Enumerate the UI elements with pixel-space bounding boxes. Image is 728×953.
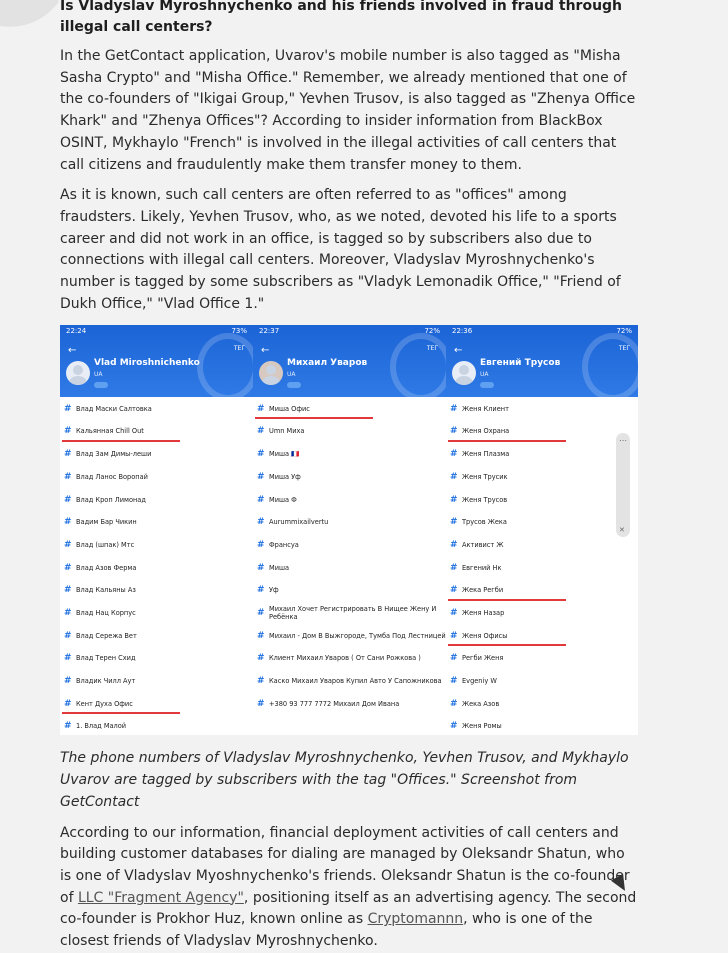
tag-text: Женя Плазма: [462, 450, 510, 459]
phone-header: [253, 325, 446, 397]
tag-text: 1. Влад Малой: [76, 722, 127, 731]
tag-row[interactable]: [253, 579, 446, 602]
hashtag-icon: #: [257, 630, 265, 641]
tag-text: Трусов Жека: [462, 518, 507, 527]
hashtag-icon: #: [64, 562, 72, 573]
fragment-agency-link[interactable]: LLC "Fragment Agency": [77, 889, 244, 906]
hashtag-icon: #: [64, 676, 72, 687]
tag-row[interactable]: [253, 397, 446, 420]
hashtag-icon: #: [257, 585, 265, 596]
tag-text: Женя Охрана: [462, 427, 510, 436]
paragraph-3-text-a: According to our information, financial deployment activities of call centers and building customer databases for dialing are managed by Oleksandr Shatun, who is one of Vladyslav Myoshnychenko's friends. Oleksandr Shatun is the co-founder of: [60, 824, 630, 906]
tag-text: Влад (шпак) Мтс: [76, 540, 135, 549]
tag-text: Влад Ланос Воропай: [76, 472, 148, 481]
tag-text: Влад Кроп Лимонад: [76, 495, 146, 504]
tag-row[interactable]: [446, 579, 638, 602]
hashtag-icon: #: [64, 494, 72, 505]
section-heading: Is Vladyslav Myroshnychenko and his friends involved in fraud through illegal call centers?: [60, 0, 623, 35]
tag-text: Влад Кальяны Аз: [76, 586, 136, 595]
fast-scroll-handle[interactable]: [616, 433, 630, 537]
tag-row[interactable]: [60, 670, 253, 693]
tag-row[interactable]: [446, 602, 638, 625]
hashtag-icon: #: [257, 494, 265, 505]
tag-text: Миша Офис: [269, 404, 310, 413]
hashtag-icon: #: [64, 403, 72, 414]
tag-row[interactable]: [446, 647, 638, 670]
tag-row[interactable]: [253, 692, 446, 715]
hashtag-icon: #: [64, 607, 72, 618]
tag-text: Уф: [269, 586, 279, 595]
tag-text: Каско Михаил Уваров Купил Авто У Сапожникова: [269, 677, 442, 686]
tag-text: Кент Духа Офис: [76, 699, 133, 708]
hashtag-icon: #: [64, 721, 72, 732]
hashtag-icon: #: [450, 630, 458, 641]
paragraph-3-text-c: , who is one of the closest friends of Vladyslav Myroshnychenko.: [60, 911, 593, 950]
phone-watermark-icon: [390, 333, 447, 401]
hashtag-icon: #: [257, 403, 265, 414]
tag-row[interactable]: [253, 647, 446, 670]
paragraph-3: [60, 823, 640, 953]
hashtag-icon: #: [257, 426, 265, 437]
tag-row[interactable]: [60, 420, 253, 443]
tag-text: Миша Уф: [269, 472, 301, 481]
hashtag-icon: #: [257, 562, 265, 573]
tag-row[interactable]: [253, 624, 446, 647]
cryptomannn-link[interactable]: Cryptomannn: [367, 911, 464, 928]
phone-screen-vlad: [60, 325, 254, 735]
tag-row[interactable]: [446, 443, 638, 466]
hashtag-icon: #: [257, 607, 265, 618]
phone-header: [446, 325, 638, 397]
avatar: [66, 361, 90, 385]
tag-list: [60, 397, 253, 735]
tag-row[interactable]: [446, 692, 638, 715]
tag-label[interactable]: ТЕГ: [618, 345, 630, 353]
more-icon[interactable]: ⋯: [619, 436, 627, 446]
tag-text: Женя Клиент: [462, 404, 509, 413]
tag-row[interactable]: [253, 670, 446, 693]
tag-label[interactable]: ТЕГ: [426, 345, 438, 353]
hashtag-icon: #: [450, 676, 458, 687]
tag-row[interactable]: [60, 488, 253, 511]
hashtag-icon: #: [64, 471, 72, 482]
tag-text: Владик Чилл Аут: [76, 677, 136, 686]
phone-watermark-icon: [197, 333, 254, 401]
tag-row[interactable]: [446, 511, 638, 534]
hashtag-icon: #: [64, 426, 72, 437]
contact-badge: [287, 382, 301, 388]
hashtag-icon: #: [64, 585, 72, 596]
tag-row[interactable]: [446, 488, 638, 511]
avatar: [259, 361, 283, 385]
tag-text: Влад Сережа Вет: [76, 631, 137, 640]
phone-screen-evgeniy: [446, 325, 638, 735]
tag-text: Жека Регби: [462, 586, 504, 595]
hashtag-icon: #: [450, 426, 458, 437]
tag-text: Кальянная Chill Out: [76, 427, 144, 436]
tag-row[interactable]: [253, 534, 446, 557]
hashtag-icon: #: [64, 630, 72, 641]
tag-row[interactable]: [60, 556, 253, 579]
tag-row[interactable]: [60, 579, 253, 602]
tag-row[interactable]: [253, 420, 446, 443]
hashtag-icon: #: [64, 698, 72, 709]
hashtag-icon: #: [450, 607, 458, 618]
contact-name: Vlad Miroshnichenko: [94, 358, 200, 369]
tag-text: Aurummixailvertu: [269, 518, 329, 527]
paragraph-2: As it is known, such call centers are often referred to as "offices" among fraudsters. Likely, Yevhen Trusov, who, as we noted, devoted his life to a sports career and did not work in an office, is tagged so by subscribers also due to connections with illegal call centers. Moreover, Vladyslav Myroshnychenko's number is tagged by some subscribers as "Vladyk Lemonadik Office," "Friend of Dukh Office," "Vlad Office 1.": [60, 187, 621, 312]
hashtag-icon: #: [64, 539, 72, 550]
hashtag-icon: #: [257, 698, 265, 709]
tag-text: Клиент Михаил Уваров ( От Сани Рожкова ): [269, 654, 421, 663]
hashtag-icon: #: [257, 517, 265, 528]
tag-row[interactable]: [446, 397, 638, 420]
back-arrow-icon[interactable]: ←: [261, 345, 270, 357]
hashtag-icon: #: [450, 494, 458, 505]
hashtag-icon: #: [450, 698, 458, 709]
tag-text: Влад Нац Корпус: [76, 608, 136, 617]
tag-text: Миша 🇫🇷: [269, 450, 300, 459]
hashtag-icon: #: [257, 449, 265, 460]
tag-row[interactable]: [253, 556, 446, 579]
tag-row[interactable]: [446, 466, 638, 489]
tag-text: +380 93 777 7772 Михаил Дом Ивана: [269, 699, 400, 708]
tag-row[interactable]: [446, 624, 638, 647]
tag-row[interactable]: [60, 397, 253, 420]
status-time: 22:36: [452, 327, 473, 336]
tag-row[interactable]: [446, 715, 638, 735]
tag-text: Франсуа: [269, 540, 299, 549]
status-time: 22:24: [66, 327, 87, 336]
hashtag-icon: #: [450, 721, 458, 732]
tag-text: Umn Mиxa: [269, 427, 305, 436]
tag-text: Влад Терен Схид: [76, 654, 136, 663]
tag-text: Влад Азов Ферма: [76, 563, 137, 572]
tag-text: Женя Трусик: [462, 472, 508, 481]
contact-name: Евгений Трусов: [480, 358, 561, 369]
phone-watermark-icon: [582, 333, 638, 401]
hashtag-icon: #: [64, 653, 72, 664]
tag-row[interactable]: [60, 466, 253, 489]
paragraph-3-text-b: , positioning itself as an advertising agency. The second co-founder is Prokhor Huz, known online as: [60, 889, 637, 928]
tag-list: [446, 397, 638, 735]
tag-text: Evgeniy W: [462, 677, 497, 686]
status-battery: 72%: [424, 327, 440, 336]
tag-row[interactable]: [446, 420, 638, 446]
hashtag-icon: #: [450, 449, 458, 460]
status-battery: 72%: [616, 327, 632, 336]
contact-country: UA: [287, 371, 296, 379]
figure-caption: The phone numbers of Vladyslav Myroshnychenko, Yevhen Trusov, and Mykhaylo Uvarov are tagged by subscribers with the tag "Offices." Screenshot from GetContact: [60, 750, 629, 810]
hashtag-icon: #: [450, 517, 458, 528]
tag-row[interactable]: [253, 488, 446, 511]
tag-row[interactable]: [446, 534, 638, 557]
tag-text: Миша: [269, 563, 290, 572]
tag-row[interactable]: [253, 511, 446, 534]
tag-row[interactable]: [253, 466, 446, 489]
tag-row[interactable]: [60, 692, 253, 715]
tag-row[interactable]: [60, 715, 253, 735]
hashtag-icon: #: [257, 676, 265, 687]
tag-text: Влад Зам Димы-леши: [76, 450, 152, 459]
tag-text: Миша Ф: [269, 495, 297, 504]
hashtag-icon: #: [64, 449, 72, 460]
tag-row[interactable]: [446, 556, 638, 579]
hashtag-icon: #: [257, 471, 265, 482]
tag-label[interactable]: ТЕГ: [233, 345, 245, 353]
hashtag-icon: #: [64, 517, 72, 528]
tag-row[interactable]: [60, 602, 253, 625]
avatar: [452, 361, 476, 385]
status-battery: 73%: [231, 327, 247, 336]
page-corner-decoration: [0, 0, 59, 50]
article: [60, 0, 640, 953]
hashtag-icon: #: [450, 562, 458, 573]
phone-header: [60, 325, 253, 397]
tag-text: Женя Офисы: [462, 631, 508, 640]
contact-country: UA: [94, 371, 103, 379]
tag-text: Женя Назар: [462, 608, 505, 617]
hashtag-icon: #: [257, 653, 265, 664]
translate-icon[interactable]: ✕: [619, 526, 625, 535]
tag-text: Вадим Бар Чикин: [76, 518, 137, 527]
tag-row[interactable]: [253, 602, 446, 625]
hashtag-icon: #: [450, 653, 458, 664]
getcontact-screenshot: [60, 325, 638, 735]
paragraph-1: In the GetContact application, Uvarov's mobile number is also tagged as "Misha Sasha Crypto" and "Misha Office." Remember, we already mentioned that one of the co-founders of "Ikigai Group," Yevhen Trusov, is also tagged as "Zhenya Office Khark" and "Zhenya Offices"? According to insider information from BlackBox OSINT, Mykhaylo "French" is involved in the illegal activities of call centers that call citizens and fraudulently make them transfer money to them.: [60, 48, 636, 173]
hashtag-icon: #: [450, 471, 458, 482]
tag-row[interactable]: [446, 670, 638, 693]
tag-text: Евгений Нк: [462, 563, 502, 572]
tag-list: [253, 397, 446, 715]
hashtag-icon: #: [450, 585, 458, 596]
tag-text: Влад Маски Салтовка: [76, 404, 152, 413]
contact-country: UA: [480, 371, 489, 379]
phone-screen-mikhail: [253, 325, 447, 735]
contact-badge: [480, 382, 494, 388]
hashtag-icon: #: [450, 403, 458, 414]
tag-text: Активист Ж: [462, 540, 504, 549]
tag-row[interactable]: [60, 647, 253, 670]
tag-row[interactable]: [60, 534, 253, 557]
tag-text: Женя Ромы: [462, 722, 502, 731]
hashtag-icon: #: [257, 539, 265, 550]
contact-name: Михаил Уваров: [287, 358, 368, 369]
tag-text: Регби Женя: [462, 654, 504, 663]
tag-row[interactable]: [253, 443, 446, 466]
tag-text: Михаил - Дом В Выжгороде, Тумба Под Лестницей: [269, 631, 446, 640]
tag-text: Михаил Хочет Регистрировать В Нищее Жену И Ребёнка: [269, 604, 437, 621]
contact-badge: [94, 382, 108, 388]
tag-row[interactable]: [60, 624, 253, 647]
tag-row[interactable]: [60, 443, 253, 466]
tag-row[interactable]: [60, 511, 253, 534]
tag-text: Жека Азов: [462, 699, 500, 708]
status-time: 22:37: [259, 327, 280, 336]
tag-text: Женя Трусов: [462, 495, 508, 504]
back-arrow-icon[interactable]: ←: [68, 345, 77, 357]
hashtag-icon: #: [450, 539, 458, 550]
back-arrow-icon[interactable]: ←: [454, 345, 463, 357]
